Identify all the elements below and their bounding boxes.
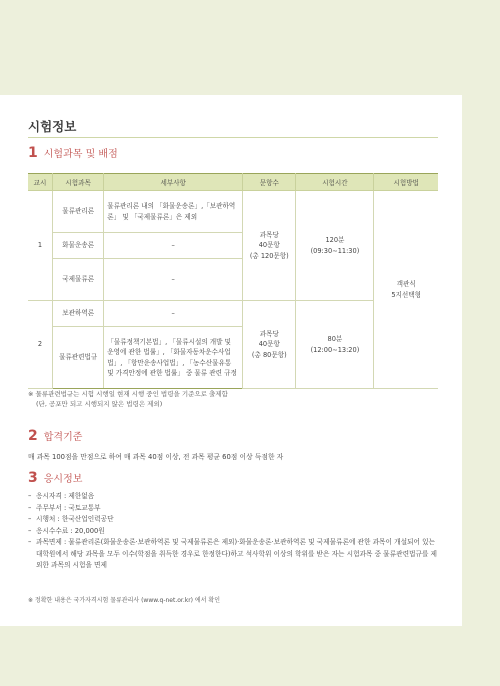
detail-cell: 물류관리론 내의 「화물운송론」,「보관하역론」 및 「국제물류론」은 제외 xyxy=(104,191,243,233)
table-header-row xyxy=(28,174,438,191)
page-title: 시험정보 xyxy=(28,119,77,134)
list-item: – 응시자격 : 제한없음 xyxy=(28,491,438,503)
section-1-heading xyxy=(28,145,118,161)
info-text: 과목면제 : 물류관리론(화물운송론·보관하역론 및 국제물류론은 제외)·화물운송론·보관하역론 및 국제물류론에 관한 과목이 개설되어 있는 대학원에서 해당 과목을 모두 이수(학점을 취득한 경우로 한정한다)하고 석사학위 이상의 학위를 받은 자는 시험과목 중 물류관련법규를 제외한 과목의 시험을 면제 xyxy=(36,538,437,570)
header-time: 시험시간 xyxy=(296,174,374,191)
header-session: 교시 xyxy=(28,174,53,191)
subject-cell: 국제물류론 xyxy=(53,259,104,301)
section-1-title: 시험과목 및 배점 xyxy=(43,149,118,160)
section-2-number: 2 xyxy=(28,428,38,444)
bottom-note: ※ 정확한 내용은 국가자격시험 물류관리사 (www.q-net.or.kr) 에서 확인 xyxy=(28,597,221,604)
exam-info-list xyxy=(28,491,438,572)
session-1-questions-cell xyxy=(243,191,296,301)
info-text: 응시자격 : 제한없음 xyxy=(36,492,95,500)
subject-cell: 물류관리론 xyxy=(53,191,104,233)
time-line: 80분 xyxy=(327,335,343,344)
title-divider xyxy=(28,137,438,138)
header-details: 세부사항 xyxy=(104,174,243,191)
section-3-title: 응시정보 xyxy=(43,474,83,485)
questions-line: 과목당 xyxy=(259,231,279,240)
questions-line: 40문항 xyxy=(258,340,280,349)
info-text: 주무부서 : 국토교통부 xyxy=(36,503,101,512)
session-2-time-cell xyxy=(296,301,374,389)
time-line: (09:30∼11:30) xyxy=(310,246,360,255)
table-footnote xyxy=(28,389,228,410)
footnote-line-2: (단, 공포만 되고 시행되지 않은 법령은 제외) xyxy=(36,400,163,409)
time-line: (12:00∼13:20) xyxy=(310,345,360,354)
method-cell xyxy=(374,191,438,389)
exam-subjects-table xyxy=(28,173,438,389)
pass-criteria-text: 매 과목 100점을 만점으로 하여 매 과목 40점 이상, 전 과목 평균 60점 이상 득점한 자 xyxy=(28,453,284,461)
list-item: – 시행처 : 한국산업인력공단 xyxy=(28,514,438,526)
questions-line: (총 80문항) xyxy=(251,350,287,359)
info-text: 시행처 : 한국산업인력공단 xyxy=(36,515,114,524)
subject-cell: 화물운송론 xyxy=(53,233,104,259)
table-row xyxy=(28,191,438,233)
subject-cell: 보관하역론 xyxy=(53,301,104,327)
detail-cell: – xyxy=(104,233,243,259)
header-subject: 시험과목 xyxy=(53,174,104,191)
info-text: 응시수수료 : 20,000원 xyxy=(36,526,105,535)
subject-cell: 물류관련법규 xyxy=(53,327,104,389)
questions-line: (총 120문항) xyxy=(249,251,289,260)
header-method: 시험방법 xyxy=(374,174,438,191)
section-2-title: 합격기준 xyxy=(43,432,83,443)
session-2-questions-cell xyxy=(243,301,296,389)
section-2-heading xyxy=(28,428,82,444)
questions-line: 40문항 xyxy=(258,241,280,250)
document-page xyxy=(0,95,462,626)
header-questions: 문항수 xyxy=(243,174,296,191)
session-1-time-cell xyxy=(296,191,374,301)
list-item: – 응시수수료 : 20,000원 xyxy=(28,526,438,538)
section-3-heading xyxy=(28,470,82,486)
questions-line: 과목당 xyxy=(259,330,279,339)
session-1-cell: 1 xyxy=(28,191,53,301)
section-1-number: 1 xyxy=(28,145,38,161)
list-item: – 주무부서 : 국토교통부 xyxy=(28,503,438,515)
method-line: 5지선택형 xyxy=(391,290,422,299)
method-line: 객관식 xyxy=(396,280,416,289)
time-line: 120분 xyxy=(325,236,345,245)
detail-cell: – xyxy=(104,301,243,327)
footnote-line-1: ※ 물류관련법규는 시험 시행일 현재 시행 중인 법령을 기준으로 출제함 xyxy=(28,390,228,398)
session-2-cell: 2 xyxy=(28,301,53,389)
list-item: – 과목면제 : 물류관리론(화물운송론·보관하역론 및 국제물류론은 제외)·화물운송론·보관하역론 및 국제물류론에 관한 과목이 개설되어 있는 대학원에서 해당 과목을 모두 이수(학점을 취득한 경우로 한정한다)하고 석사학위 이상의 학위를 받은 자는 시험과목 중 물류관련법규를 제외한 과목의 시험을 면제 xyxy=(28,537,438,572)
section-3-number: 3 xyxy=(28,470,38,486)
detail-cell: – xyxy=(104,259,243,301)
detail-cell: 「물류정책기본법」, 「물류시설의 개발 및 운영에 관한 법률」, 「화물자동차운수사업법」, 「항만운송사업법」, 「농수산물유통 및 가격안정에 관한 법률」 중 물류 관련 규정 xyxy=(104,327,243,389)
